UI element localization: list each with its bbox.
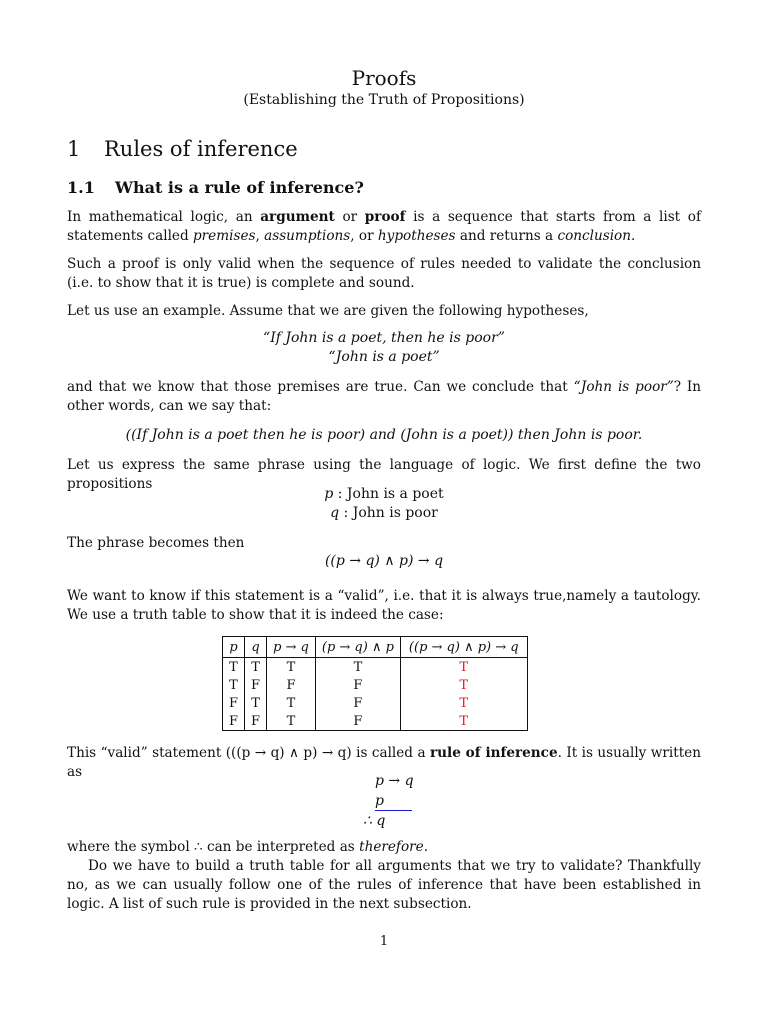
header-implication: p → q: [267, 637, 316, 658]
table-cell: T: [223, 658, 245, 677]
paragraph-logic-language: Let us express the same phrase using the language of logic. We first define the two propositions: [67, 457, 701, 492]
subsection-heading: [67, 178, 364, 197]
proposition-q-text: : John is poor: [339, 505, 438, 521]
table-cell: F: [223, 694, 245, 712]
table-cell: T: [267, 712, 316, 731]
table-cell: F: [315, 694, 400, 712]
header-conjunction: (p → q) ∧ p: [315, 637, 400, 658]
text-run: or: [334, 209, 365, 225]
proposition-p: [0, 486, 768, 502]
text-run: and returns a: [455, 228, 558, 244]
rule-conclusion: ∴ q: [363, 813, 386, 829]
text-run: .: [631, 228, 636, 244]
text-run: ? In other words, can we say that:: [67, 379, 702, 414]
truth-table: [222, 636, 528, 731]
text-run: where the symbol ∴ can be interpreted as: [67, 839, 360, 855]
text-run: ,: [255, 228, 265, 244]
proposition-p-text: : John is a poet: [333, 486, 444, 502]
truth-table-header-row: [223, 637, 528, 658]
paragraph-validity: Such a proof is only valid when the sequence of rules needed to validate the conclusion (i.e. to show that it is true) is complete and sound.: [67, 256, 701, 291]
paragraph-next-subsection: Do we have to build a truth table for all arguments that we try to validate? Thankfully no, as we can usually follow one of the rules of inference that have been established in logic. A list of such rule is provided in the next subsection.: [67, 858, 701, 912]
text-run: In mathematical logic, an: [67, 209, 261, 225]
table-cell: T: [223, 676, 245, 694]
table-cell: T: [245, 658, 267, 677]
rule-premise-1: p → q: [375, 773, 414, 789]
term-therefore: therefore: [359, 839, 424, 855]
section-number: 1: [67, 137, 81, 161]
text-run: and that we know that those premises are true. Can we conclude that: [67, 379, 574, 395]
table-cell-result: T: [400, 676, 527, 694]
rule-premise-2: p: [375, 793, 384, 809]
text-run: , or: [350, 228, 378, 244]
quoted-conclusion: “John is poor”: [573, 379, 674, 395]
term-premises: premises: [192, 228, 256, 244]
hypothesis-1: “If John is a poet, then he is poor”: [263, 330, 505, 346]
section-title: Rules of inference: [104, 137, 298, 161]
paragraph-tautology: We want to know if this statement is a “valid”, i.e. that it is always true,namely a tautology. We use a truth table to show that it is indeed the case:: [67, 588, 701, 623]
term-assumptions: assumptions: [264, 228, 351, 244]
text-run: . It is usually written as: [67, 745, 701, 780]
rule-divider: [375, 810, 412, 811]
table-row: [223, 676, 528, 694]
main-formula: ((p → q) ∧ p) → q: [324, 553, 444, 569]
table-cell: T: [245, 694, 267, 712]
header-q: q: [245, 637, 267, 658]
table-row: [223, 712, 528, 731]
paragraph-example: Let us use an example. Assume that we are given the following hypotheses,: [67, 303, 589, 319]
table-cell: T: [267, 658, 316, 677]
table-cell: T: [267, 694, 316, 712]
text-run: This “valid” statement (((p → q) ∧ p) → q) is called a: [67, 745, 430, 761]
header-full-statement: ((p → q) ∧ p) → q: [400, 637, 527, 658]
paragraph-intro: [67, 208, 701, 246]
term-hypotheses: hypotheses: [377, 228, 456, 244]
table-row: [223, 694, 528, 712]
table-cell-result: T: [400, 712, 527, 731]
table-cell: F: [245, 712, 267, 731]
hypothesis-2: “John is a poet”: [328, 349, 440, 365]
subsection-number: 1.1: [67, 178, 95, 197]
header-p: p: [223, 637, 245, 658]
term-conclusion: conclusion: [557, 228, 631, 244]
table-cell: F: [315, 712, 400, 731]
text-run: .: [423, 839, 429, 855]
table-cell: F: [245, 676, 267, 694]
paragraph-therefore: [67, 838, 701, 857]
page-subtitle: (Establishing the Truth of Propositions): [243, 92, 525, 108]
table-cell-result: T: [400, 658, 527, 677]
variable-p: p: [324, 486, 334, 502]
variable-q: q: [330, 505, 340, 521]
paragraph-phrase-becomes: The phrase becomes then: [67, 535, 245, 551]
page-title: Proofs: [351, 66, 417, 90]
table-cell: F: [267, 676, 316, 694]
term-rule-of-inference: rule of inference: [429, 745, 558, 761]
proposition-q: [0, 505, 768, 521]
table-row: [223, 658, 528, 677]
table-cell: F: [223, 712, 245, 731]
argument-quote: ((If John is a poet then he is poor) and (John is a poet)) then John is poor.: [125, 427, 643, 443]
subsection-title: What is a rule of inference?: [115, 178, 364, 197]
table-cell-result: T: [400, 694, 527, 712]
section-heading: [67, 137, 298, 161]
term-proof: proof: [364, 209, 406, 225]
table-cell: F: [315, 676, 400, 694]
paragraph-conclude: [67, 378, 701, 416]
text-run: is a sequence that starts from a list of statements called: [67, 209, 702, 244]
term-argument: argument: [260, 209, 335, 225]
page-number: 1: [379, 934, 389, 949]
table-cell: T: [315, 658, 400, 677]
